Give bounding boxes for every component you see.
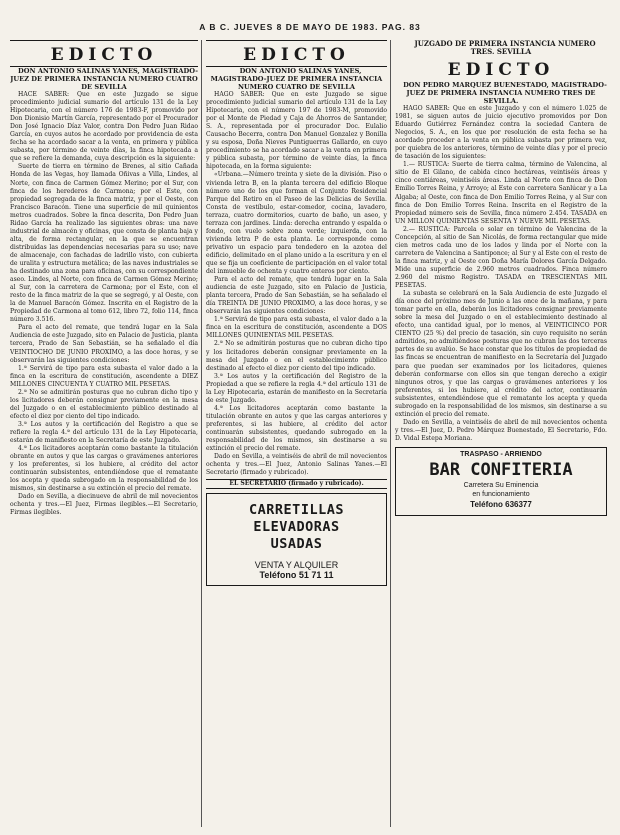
ad-phone — [211, 571, 382, 579]
column-divider — [390, 40, 391, 827]
edicto-paragraph: 2.— RUSTICA: Parcela o solar en término de Valencina de la Concepción, al sitio de San Nicolás, de forma rectangular que mide cien metros cada uno de los lados y linda por el Norte con la carretera de Valencina a Santiponce; al Sur y al Este con el resto de la finca matriz, y al Oeste con Doña María Dolores García Delgado. Mide una superficie de 2.960 metros cuadrados. Finca número 2.960 del mismo Registro. TASADA en TRESCIENTAS MIL PESETAS. — [395, 225, 607, 290]
ad-bar-confiteria — [395, 447, 607, 516]
ad-top: TRASPASO - ARRIENDO — [460, 450, 542, 458]
edicto-paragraph: 1.— RUSTICA: Suerte de tierra calma, término de Valencina, al sitio de El Gilano, de cabida cinco hectáreas, veintiséis áreas y cinco centiáreas, veintiséis áreas. Linda al Norte con finca de Don Emilio Torres Reina, y Arroyo; al Este con carretera Sanlúcar y a La Algaba; al Oeste, con finca de Don Emilio Torres Reina, y al Sur con finca de Don Emilio Torres Reina. Inscrita en el Registro de la Propiedad número seis de Sevilla, finca número 2.454. TASADA en UN MILLON QUINIENTAS SESENTA Y NUEVE MIL PESETAS. — [395, 161, 607, 225]
edicto-paragraph: «Urbana.—Número treinta y siete de la división. Piso o vivienda letra B, en la planta tercera del edificio Bloque número uno de los que forman el Conjunto Residencial Parque del Retiro en el Paseo de las Delicias de Sevilla. Consta de vestíbulo, estar-comedor, cocina, lavadero, terraza, cuatro dormitorios, cuarto de baño, un aseo, y terraza con jardines. Linda: derecha entrando y espalda o fondo, con vuelo sobre zona verde; izquierda, con la vivienda letra P de esta planta. Le corresponde como privativo un espacio para tendedero en la azotea del edificio, delimitado en el plano unido a la escritura y en el que se fija un coeficiente de participación en el valor total del inmueble de ochenta y cuatro enteros por ciento. — [206, 171, 387, 276]
edicto-body — [395, 105, 607, 443]
edicto-title: EDICTO — [50, 45, 158, 65]
edicto-paragraph: 2.ª No se admitirán posturas que no cubran dicho tipo y los licitadores deberán consignar previamente en la mesa del Juzgado o en el establecimiento público destinado al efecto el diez por ciento del tipo indicado. — [206, 340, 387, 372]
edicto-paragraph: 3.ª Los autos y la certificación del Registro a que se refiere la regla 4.ª del artículo 131 de la Ley Hipotecaria, estarán de manifiesto en la Secretaría de este Juzgado. — [10, 420, 198, 445]
edicto-heading: DON PEDRO MARQUEZ BUENESTADO, MAGISTRADO-JUEZ DE PRIMERA INSTANCIA NUMERO TRES DE SEVILLA. — [403, 81, 607, 105]
edicto-paragraph: 1.ª Servirá de tipo para esta subasta, el valor dado a la finca en la escritura de constitución, ascendente a DOS MILLONES QUINIENTAS MIL PESETAS. — [206, 316, 387, 340]
edicto-paragraph: 1.ª Servirá de tipo para esta subasta el valor dado a la finca en la escritura de constitución, ascendente a DIEZ MILLONES CINCUENTA Y CUATRO MIL PESETAS. — [10, 364, 198, 388]
ad-phone: Teléfono 636377 — [470, 500, 532, 510]
edicto-body — [206, 91, 387, 477]
column-left — [10, 40, 198, 829]
ad-service: VENTA Y ALQUILER — [254, 560, 339, 571]
column-right — [395, 40, 607, 829]
column-middle — [206, 40, 387, 829]
ad-title: BAR CONFITERIA — [429, 460, 573, 481]
ad-carretillas — [206, 493, 387, 586]
edicto-heading: DON ANTONIO SALINAS YANES, MAGISTRADO-JUEZ DE PRIMERA INSTANCIA NUMERO CUATRO DE SEVILLA — [210, 67, 383, 91]
edicto-paragraph: Suerte de tierra en término de Brenes, al sitio Cañada Honda de las Vegas, hoy llamada Oñivas a Villa, Lindes, al Norte, con finca de Carmen Gómez Merino; por el Sur, con finca de los herederos de Carmona; por el Este, con propiedad segregada de la finca matriz, y por el Oeste, con Francisco Baracón. Tiene una superficie de mil quinientos metros cuadrados. Sobre la finca descrita, Don Pedro Juan Ridao García ha realizado las siguientes obras: una nave industrial de almacén y oficinas, que consta de planta baja y alta, de forma rectangular, en la que se encuentran distribuidas las dependencias necesarias para su uso; nave de almacenaje, con fachadas de ladrillo visto, con cubierta de uralita y estructura metálica; de las naves industriales se ha destinado una zona para oficinas, con su correspondiente aseo. Lindes, al Norte, con finca de Carmen Gómez Merino; al Sur, con la carretera de Carmona; por el Este, con el resto de la finca matriz de la que se segregó, y al Oeste, con la de Manuel Baracón Gómez. Inscrita en el Registro de la Propiedad de Carmona al tomo 612, libro 72, folio 114, finca número 3.516. — [10, 163, 198, 324]
column-divider — [201, 40, 202, 827]
edicto-paragraph: Dado en Sevilla, a veintiséis de abril de mil novecientos ochenta y tres.—El Juez, D. Pedro Márquez Buenestado, El Secretario, Fdo. D. Vidal Estepa Moriana. — [395, 418, 607, 442]
ad-address: Carretera Su Eminencia — [463, 482, 539, 490]
edicto-heading: DON ANTONIO SALINAS YANES, MAGISTRADO-JUEZ DE PRIMERA INSTANCIA NUMERO CUATRO DE SEVILLA — [10, 67, 198, 91]
edicto-paragraph: Dado en Sevilla, a veintiséis de abril de mil novecientos ochenta y tres.—El Juez, Antonio Salinas Yanes.—El Secretario (firmado y rubricado). — [206, 453, 387, 477]
edicto-paragraph: 2.ª No se admitirán posturas que no cubran dicho tipo y los licitadores deberán consignar previamente en la mesa del Juzgado o en el establecimiento público destinado al efecto el diez por ciento del tipo indicado. — [10, 388, 198, 420]
ad-status: en funcionamiento — [472, 491, 530, 499]
edicto-paragraph: Dado en Sevilla, a diecinueve de abril de mil novecientos ochenta y tres.—El Juez, Firmas ilegibles.—El Secretario, Firmas ilegibles. — [10, 493, 198, 517]
edicto-body — [10, 91, 198, 517]
edicto-paragraph: 3.ª Los autos y la certificación del Registro de la Propiedad a que se refiere la regla 4.ª del artículo 131 de la Ley Hipotecaria, estarán de manifiesto en la Secretaría de este Juzgado. — [206, 372, 387, 404]
page-header: A B C. JUEVES 8 DE MAYO DE 1983. PAG. 83 — [199, 22, 421, 32]
edicto-paragraph: La subasta se celebrará en la Sala Audiencia de este Juzgado el día once del próximo mes de Junio a las once de la mañana, y para tomar parte en ella, deberán los licitadores consignar previamente sobre la mesa del Juzgado o en el establecimiento destinado al efecto, una cantidad igual, por lo menos, al VEINTICINCO POR CIENTO (25 %) del precio de tasación, sin cuyo requisito no serán admitidos, no admitiéndose posturas que no cubran las dos terceras partes de su avalúo. Se hace constar que los títulos de propiedad de las fincas se encuentran de manifiesto en la Secretaría del Juzgado para que puedan ser examinados por los licitadores, quienes deberán conformarse con ellos sin que tengan derecho a exigir ningunos otros, y que las cargas o gravámenes anteriores y los preferentes, si los hubiere, al crédito del actor, continuarán subsistentes, entendiéndose que el rematante los acepta y queda subrogado en la responsabilidad de los mismos, sin destinarse a su extinción el precio del remate. — [395, 290, 607, 418]
edicto-paragraph: 4.ª Los licitadores aceptarán como bastante la titulación obrante en autos y que las cargas anteriores y preferentes, si las hubiere, al crédito del actor continuarán subsistentes, quedando subrogado en la responsabilidad de los mismos, sin destinarse a su extinción el precio del remate. — [206, 404, 387, 453]
edicto-paragraph: HAGO SABER: Que en este Juzgado y con el número 1.025 de 1981, se siguen autos de juicio ejecutivo promovidos por Don Eduardo Gutiérrez Fernández contra la sociedad Cantera de Negocios, S. A., en los que por resolución de esta fecha se ha acordado proceder a la venta en pública subasta por primera vez, por quiebra de los anteriores, término de veinte días y por el precio de tasación de los siguientes: — [395, 105, 607, 161]
ad-phone-label: Teléfono — [259, 570, 297, 581]
edicto-paragraph: Para el acto del remate, que tendrá lugar en la Sala audiencia de este Juzgado, sito en Palacio de Justicia, planta tercera, Prado de San Sebastián, se ha señalado el día TREINTA DE JUNIO PROXIMO, a las doce horas, y se observarán las siguientes condiciones: — [206, 276, 387, 316]
ad-subtitle: USADAS — [270, 536, 323, 553]
court-heading: JUZGADO DE PRIMERA INSTANCIA NUMERO TRES. SEVILLA — [414, 40, 596, 56]
edicto-paragraph: HACE SABER: Que en este Juzgado se sigue procedimiento judicial sumario del artículo 131 de la Ley Hipotecaria, con el número 176 de 1983-F, promovido por Don Dionisio Martín García, representado por el Procurador Don José Ignacio Díaz Valor, contra Don Pedro Juan Ridao García, en cuyos autos he acordado por providencia de esta fecha se ha acordado sacar a la venta, en primera y pública subasta, por término de veinte días, la finca hipotecada a que se refiere la demanda, cuya descripción es la siguiente: — [10, 91, 198, 163]
ad-title: CARRETILLAS ELEVADORAS — [249, 502, 344, 536]
edicto-title: EDICTO — [243, 45, 350, 65]
edicto-title: EDICTO — [447, 60, 555, 80]
signature-line: EL SECRETARIO (firmado y rubricado). — [206, 479, 387, 489]
edicto-paragraph: HAGO SABER: Que en este Juzgado se sigue procedimiento judicial sumario del artículo 131 de la Ley Hipotecaria, con el número 197 de 1983-M, promovido por el Monte de Piedad y Caja de Ahorros de Santander, S. A., representada por el procurador Doc. Eulalio Causacho Becerra, contra Don Manuel Gonzalez y Bonilla y su esposa, Doña Nieves Puntiguerras Gallardo, en cuyo procedimiento se ha acordado sacar a la venta en primera y pública subasta, por término de veinte días, la finca hipotecada, en la forma siguiente: — [206, 91, 387, 171]
edicto-paragraph: Para el acto del remate, que tendrá lugar en la Sala Audiencia de este Juzgado, sito en Palacio de Justicia, planta tercera, Prado de San Sebastián, se ha señalado el día VEINTIOCHO DE JUNIO PROXIMO, a las doce horas, y se observarán las siguientes condiciones: — [10, 324, 198, 364]
edicto-paragraph: 4.ª Los licitadores aceptarán como bastante la titulación obrante en autos y que las cargas o gravámenes anteriores y los preferentes, si los hubiere, al crédito del actor continuarán subsistentes, entendiéndose que el rematante los acepta y queda subrogado en la responsabilidad de los mismos, sin destinarse a su extinción el precio del remate. — [10, 445, 198, 493]
ad-phone-number: 51 71 11 — [298, 570, 334, 581]
